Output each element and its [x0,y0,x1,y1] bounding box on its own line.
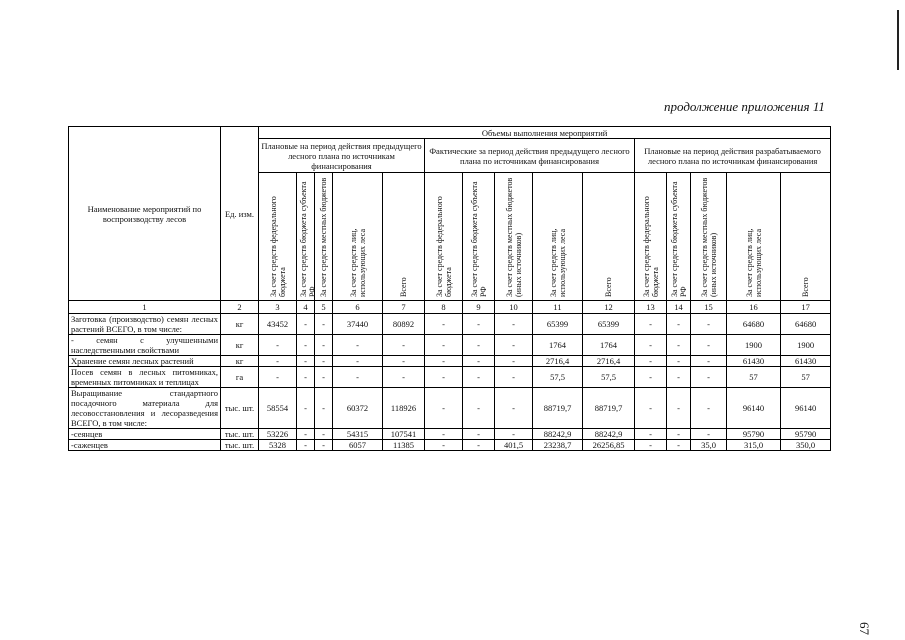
row-cell: - [315,356,333,367]
column-number: 17 [781,301,831,314]
header-sub-planned-dev-4 [727,173,781,301]
row-cell: 95790 [727,429,781,440]
row-cell: - [383,356,425,367]
row-cell: - [383,367,425,388]
row-cell: 61430 [781,356,831,367]
row-cell: 6057 [333,440,383,451]
row-cell: - [463,429,495,440]
header-sub-actual-prev-4 [533,173,583,301]
row-cell: 35,0 [691,440,727,451]
row-cell: 1764 [583,335,635,356]
row-cell: - [297,367,315,388]
row-unit: кг [221,356,259,367]
row-cell: - [691,429,727,440]
row-cell: - [635,440,667,451]
row-cell: - [495,367,533,388]
row-cell: 58554 [259,388,297,429]
row-unit: га [221,367,259,388]
header-label: За счет средств лиц, использующих леса [348,228,367,297]
header-group-planned-prev: Плановые на период действия предыдущего лесного плана по источникам финансирования [259,139,425,173]
row-name: -сеянцев [69,429,221,440]
row-cell: - [495,388,533,429]
row-unit: кг [221,314,259,335]
row-cell: - [495,356,533,367]
header-unit-col: Ед. изм. [221,127,259,301]
row-cell: - [691,356,727,367]
row-cell: - [425,367,463,388]
row-cell: - [463,367,495,388]
header-label: За счет средств местных бюджетов (иных источников) [504,177,523,297]
row-cell: - [463,335,495,356]
row-cell: 80892 [383,314,425,335]
row-cell: - [315,314,333,335]
row-cell: - [635,367,667,388]
row-cell: 26256,85 [583,440,635,451]
row-cell: - [297,388,315,429]
header-sub-planned-prev-3 [315,173,333,301]
column-number: 14 [667,301,691,314]
header-sub-planned-dev-5 [781,173,831,301]
column-number: 2 [221,301,259,314]
header-sub-actual-prev-3 [495,173,533,301]
row-cell: - [495,335,533,356]
column-number-row [69,301,831,314]
row-cell: - [259,356,297,367]
header-label: Всего [801,276,811,297]
header-label: За счет средств лиц, использующих леса [744,228,763,297]
header-group-planned-dev: Плановые на период действия разрабатываемого лесного плана по источникам финансирования [635,139,831,173]
header-sub-planned-dev-2 [667,173,691,301]
row-cell: - [635,314,667,335]
row-cell: 57 [781,367,831,388]
row-cell: - [315,367,333,388]
table-row [69,367,831,388]
row-cell: - [425,314,463,335]
row-unit: тыс. шт. [221,429,259,440]
appendix-note: продолжение приложения 11 [664,99,825,114]
row-cell: 88719,7 [533,388,583,429]
row-cell: - [667,367,691,388]
row-cell: 53226 [259,429,297,440]
row-cell: 350,0 [781,440,831,451]
row-cell: 57,5 [583,367,635,388]
row-cell: - [667,440,691,451]
table-row [69,356,831,367]
row-cell: - [463,314,495,335]
row-cell: 95790 [781,429,831,440]
row-cell: - [635,335,667,356]
header-sub-planned-dev-3 [691,173,727,301]
row-cell: - [297,429,315,440]
table-row [69,429,831,440]
row-cell: - [667,356,691,367]
row-cell: 1900 [781,335,831,356]
row-cell: - [333,335,383,356]
row-cell: - [259,335,297,356]
row-cell: 96140 [727,388,781,429]
row-cell: - [297,440,315,451]
row-cell: 57 [727,367,781,388]
column-number: 11 [533,301,583,314]
header-label: Всего [399,276,408,297]
row-name: Заготовка (производство) семян лесных растений ВСЕГО, в том числе: [69,314,221,335]
row-name: Выращивание стандартного посадочного материала для лесовосстановления и лесоразведения ВСЕГО, в том числе: [69,388,221,429]
header-group-main: Объемы выполнения мероприятий [259,127,831,139]
row-cell: - [315,440,333,451]
column-number: 15 [691,301,727,314]
row-cell: 5328 [259,440,297,451]
row-cell: 401,5 [495,440,533,451]
column-number: 16 [727,301,781,314]
header-label: За счет средств федерального бюджета [434,195,453,297]
header-sub-actual-prev-1 [425,173,463,301]
header-group-actual-prev: Фактические за период действия предыдущего лесного плана по источникам финансирования [425,139,635,173]
row-cell: 64680 [781,314,831,335]
row-cell: - [425,429,463,440]
row-cell: - [315,388,333,429]
row-name: Посев семян в лесных питомниках, временных питомниках и теплицах [69,367,221,388]
table-body [69,301,831,451]
row-cell: - [315,429,333,440]
row-cell: 88719,7 [583,388,635,429]
reforestation-table [68,126,831,451]
header-label: За счет средств лиц, использующих леса [548,228,567,297]
column-number: 7 [383,301,425,314]
row-cell: 88242,9 [533,429,583,440]
header-label: За счет средств федерального бюджета [268,195,287,297]
row-cell: - [635,429,667,440]
table-row [69,388,831,429]
row-cell: - [667,314,691,335]
column-number: 6 [333,301,383,314]
row-cell: 1900 [727,335,781,356]
header-label: За счет средств бюджета субъекта РФ [299,180,317,297]
row-name: - семян с улучшенными наследственными свойствами [69,335,221,356]
row-cell: - [463,440,495,451]
header-label: За счет средств бюджета субъекта РФ [469,180,488,297]
header-label: За счет средств местных бюджетов [319,177,328,297]
row-cell: - [691,367,727,388]
header-sub-planned-prev-5 [383,173,425,301]
row-name: -саженцев [69,440,221,451]
column-number: 8 [425,301,463,314]
row-cell: - [297,335,315,356]
row-name: Хранение семян лесных растений [69,356,221,367]
header-sub-actual-prev-2 [463,173,495,301]
row-cell: - [297,356,315,367]
column-number: 3 [259,301,297,314]
column-number: 12 [583,301,635,314]
header-label: За счет средств федерального бюджета [641,195,660,297]
header-sub-planned-dev-1 [635,173,667,301]
row-cell: 1764 [533,335,583,356]
row-cell: 315,0 [727,440,781,451]
table-row [69,314,831,335]
row-cell: 11385 [383,440,425,451]
column-number: 13 [635,301,667,314]
row-cell: 65399 [533,314,583,335]
header-sub-planned-prev-4 [333,173,383,301]
row-cell: - [691,335,727,356]
column-number: 4 [297,301,315,314]
column-number: 5 [315,301,333,314]
page-number: 67 [857,622,872,635]
row-cell: 96140 [781,388,831,429]
row-cell: - [667,388,691,429]
row-cell: 37440 [333,314,383,335]
row-cell: - [333,367,383,388]
table-row [69,440,831,451]
row-cell: - [667,429,691,440]
margin-rule [897,10,899,70]
row-cell: - [333,356,383,367]
row-cell: 118926 [383,388,425,429]
row-cell: 54315 [333,429,383,440]
row-cell: 88242,9 [583,429,635,440]
row-cell: - [383,335,425,356]
header-sub-planned-prev-2 [297,173,315,301]
header-sub-actual-prev-5 [583,173,635,301]
row-cell: - [425,356,463,367]
column-number: 1 [69,301,221,314]
row-cell: - [463,356,495,367]
row-cell: 23238,7 [533,440,583,451]
row-cell: - [635,356,667,367]
header-label: Всего [604,276,613,297]
row-cell: - [297,314,315,335]
header-name-col: Наименование мероприятий по воспроизводству лесов [69,127,221,301]
row-cell: - [667,335,691,356]
column-number: 9 [463,301,495,314]
row-cell: - [691,388,727,429]
header-sub-planned-prev-1 [259,173,297,301]
row-cell: - [635,388,667,429]
row-cell: - [425,335,463,356]
row-cell: 107541 [383,429,425,440]
row-unit: тыс. шт. [221,388,259,429]
row-unit: кг [221,335,259,356]
row-cell: 61430 [727,356,781,367]
row-cell: - [495,429,533,440]
table-row [69,335,831,356]
row-unit: тыс. шт. [221,440,259,451]
row-cell: - [425,388,463,429]
row-cell: 64680 [727,314,781,335]
row-cell: - [425,440,463,451]
header-label: За счет средств местных бюджетов (иных источников) [699,177,718,297]
row-cell: 65399 [583,314,635,335]
header-label: За счет средств бюджета субъекта РФ [669,180,688,297]
row-cell: - [463,388,495,429]
row-cell: 57,5 [533,367,583,388]
row-cell: - [259,367,297,388]
row-cell: - [691,314,727,335]
row-cell: - [315,335,333,356]
row-cell: - [495,314,533,335]
row-cell: 2716,4 [583,356,635,367]
row-cell: 2716,4 [533,356,583,367]
row-cell: 43452 [259,314,297,335]
row-cell: 60372 [333,388,383,429]
column-number: 10 [495,301,533,314]
